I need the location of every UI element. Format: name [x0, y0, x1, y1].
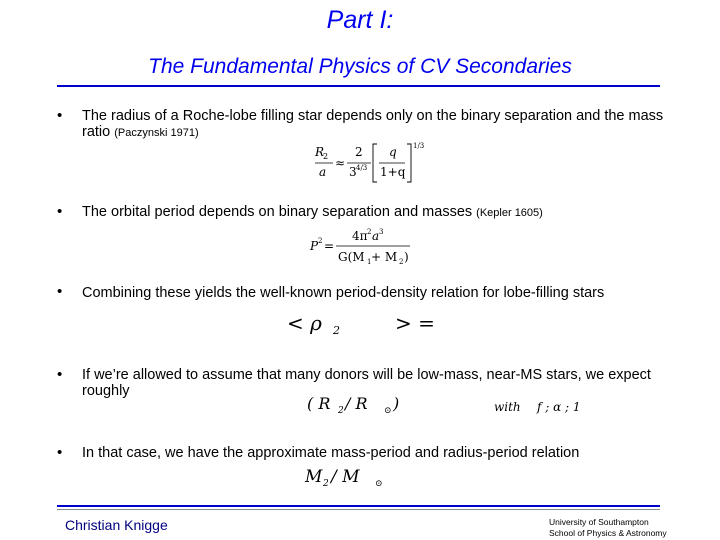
mass-radius-equation — [305, 393, 625, 421]
bullet-1-citation: (Paczynski 1971) — [114, 127, 199, 139]
bullet-5-body: In that case, we have the approximate mass-period and radius-period relation — [82, 445, 580, 461]
bullet-4-body: If we’re allowed to assume that many donors will be low-mass, near-MS stars, we expect roughly — [82, 367, 651, 399]
bullet-1-body: The radius of a Roche-lobe filling star depends only on the binary separation and the mass ratio — [82, 108, 664, 140]
bullet-3-body: Combining these yields the well-known period-density relation for lobe-filling stars — [82, 285, 605, 301]
slide-subtitle: The Fundamental Physics of CV Secondaries — [148, 55, 572, 78]
bullet-3-text — [82, 285, 682, 301]
period-density-equation — [285, 308, 485, 338]
eq5-sub: 2 — [323, 479, 329, 489]
eq4-sub: 2 — [338, 406, 344, 416]
eq5-sun: ⊙ — [375, 479, 383, 489]
roche-lobe-equation — [313, 140, 433, 186]
bullet-5-text — [82, 445, 682, 461]
eq5-m: M — [305, 467, 323, 487]
eq4-close: ) — [393, 394, 400, 413]
eq2-p-exp: 2 — [318, 237, 323, 245]
bullet-marker: • — [57, 203, 63, 220]
bullet-marker: • — [57, 366, 63, 383]
eq2-den-close: ) — [404, 250, 409, 264]
mass-period-equation — [303, 464, 463, 490]
footer-rule — [57, 505, 660, 507]
eq1-q: q — [389, 145, 397, 159]
eq1-three-exp: 4/3 — [356, 164, 368, 172]
bullet-1-text — [82, 108, 682, 141]
eq1-exponent: 1/3 — [413, 142, 425, 150]
footer-school: School of Physics & Astronomy — [549, 528, 667, 538]
eq2-den-sub1: 1 — [367, 258, 372, 266]
bullet-marker: • — [57, 444, 63, 461]
eq2-den-mid: + M — [371, 250, 398, 264]
eq2-den-sub2: 2 — [399, 258, 404, 266]
eq4-with: with — [494, 400, 521, 414]
footer-rule-thin — [57, 509, 660, 510]
eq4-rest: f ; α ; 1 — [537, 400, 581, 414]
bullet-marker: • — [57, 107, 63, 124]
eq1-one-plus-q: 1+q — [380, 165, 406, 179]
footer-affiliation — [549, 517, 667, 539]
eq1-approx: ≈ — [335, 156, 346, 170]
bullet-marker: • — [57, 283, 63, 300]
bullet-2-text — [82, 204, 682, 221]
eq1-a: a — [319, 165, 327, 179]
eq2-equals: = — [324, 239, 335, 253]
eq2-num-a-exp: 3 — [379, 228, 384, 236]
eq1-two: 2 — [355, 145, 363, 159]
eq5-mid: / M — [331, 467, 360, 487]
eq1-three: 3 — [349, 165, 357, 179]
slide-title: Part I: — [326, 6, 394, 34]
eq3-sub: 2 — [333, 324, 340, 337]
eq2-num: 4π — [352, 229, 368, 243]
eq2-num-a: a — [372, 229, 380, 243]
eq3-open: < ρ — [287, 311, 322, 335]
eq2-den: G(M — [338, 250, 365, 264]
eq4-open: ( R — [307, 394, 331, 413]
bullet-2-citation: (Kepler 1605) — [476, 207, 543, 219]
eq2-p: P — [310, 239, 319, 253]
bullet-2-body: The orbital period depends on binary separation and masses — [82, 204, 473, 220]
eq1-r-sub: 2 — [323, 152, 329, 161]
eq2-num-exp: 2 — [367, 228, 372, 236]
eq3-close: > = — [395, 311, 435, 335]
title-rule — [57, 85, 660, 87]
kepler-equation — [308, 226, 418, 268]
footer-university: University of Southampton — [549, 517, 649, 527]
eq4-mid: / R — [345, 394, 368, 413]
eq4-sun: ⊙ — [384, 406, 392, 416]
eq1-r: R — [315, 145, 325, 159]
footer-author: Christian Knigge — [65, 517, 168, 533]
